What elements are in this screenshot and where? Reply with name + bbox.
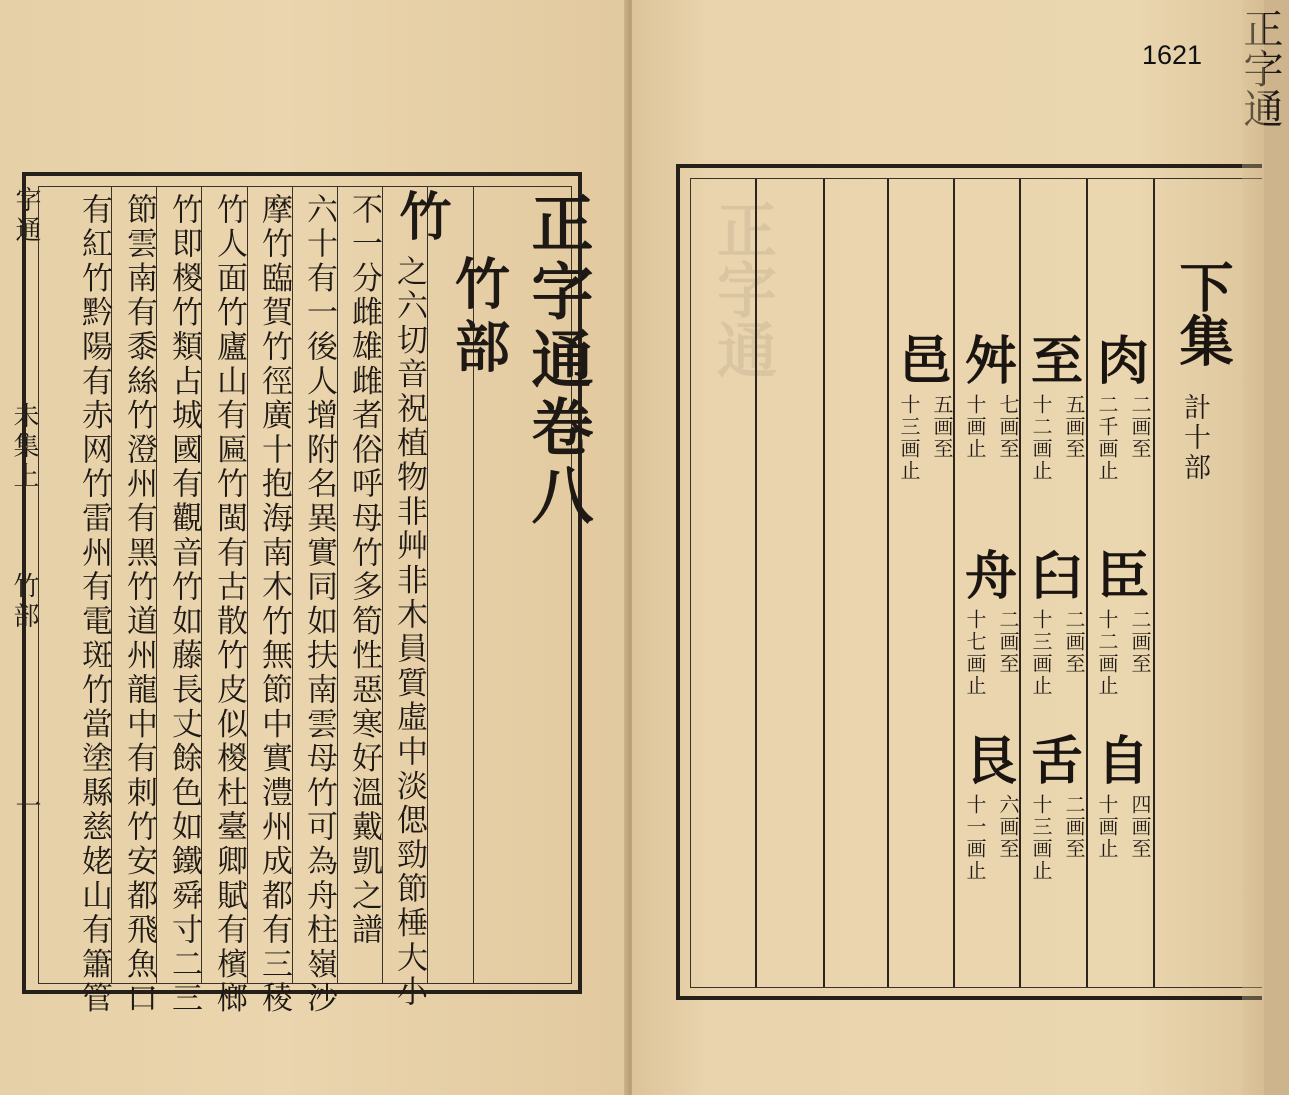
radical-character: 邑 (898, 331, 951, 392)
radical-character: 至 (1030, 331, 1083, 392)
right-table-frame (676, 164, 1262, 1000)
range-start: 二画至 (1128, 609, 1152, 675)
radical-character: 舛 (964, 331, 1017, 392)
spine-section: 竹部 (9, 572, 39, 632)
set-count: 計十部 (1179, 393, 1210, 483)
range-start: 二画至 (1128, 394, 1152, 460)
range-start: 二画至 (1062, 794, 1086, 860)
range-end: 十一画止 (963, 794, 987, 882)
radical-entry (961, 546, 1021, 697)
radical-character: 舌 (1030, 731, 1083, 792)
range-end: 十三画止 (897, 394, 921, 482)
book-title: 正字通卷八 (521, 191, 594, 531)
range-start: 六画至 (996, 794, 1020, 860)
range-start: 五画至 (930, 394, 954, 460)
radical-entry (1093, 731, 1153, 860)
range-start: 二画至 (996, 609, 1020, 675)
radical-character: 臼 (1030, 546, 1083, 607)
radical-character: 肉 (1096, 331, 1149, 392)
left-page (0, 0, 628, 1095)
page-number: 1621 (1142, 40, 1203, 70)
range-end: 十画止 (1095, 794, 1119, 860)
text-column-6: 竹即椶竹類占城國有觀音竹如藤長丈餘色如鐵舜寸二三 (166, 193, 202, 1017)
range-end: 十二画止 (1029, 394, 1053, 482)
text-column-7: 節雲南有黍絲竹澄州有黑竹道州龍中有刺竹安都飛魚口 (121, 193, 157, 1017)
radical-character: 舟 (964, 546, 1017, 607)
page-edge (1242, 0, 1264, 1095)
text-column-2: 不一分雌雄雌者俗呼母竹多筍性惡寒好溫戴凱之譜 (346, 193, 382, 948)
text-column-1: 之六切音祝植物非艸非木員質虛中淡偲勁節棰大小 (391, 255, 427, 1010)
left-text-frame (22, 172, 594, 1017)
radical-entry (895, 331, 955, 482)
range-end: 十二画止 (1095, 609, 1119, 697)
range-start: 七画至 (996, 394, 1020, 460)
text-column-5: 竹人面竹廬山有匾竹閩有古散竹皮似椶杜臺卿賦有檳榔 (211, 193, 247, 1017)
text-column-4: 摩竹臨賀竹徑廣十抱海南木竹無節中實澧州成都有三稜 (256, 193, 292, 1017)
set-title: 下集 (1171, 259, 1235, 367)
head-character: 竹 (390, 189, 451, 241)
radical-entry (961, 331, 1021, 460)
right-spine-title: 正字通 (1237, 8, 1283, 128)
text-column-8: 有紅竹黔陽有赤网竹雷州有電斑竹當塗縣慈姥山有簫管 (76, 193, 112, 1017)
range-end: 十三画止 (1029, 794, 1053, 882)
range-start: 四画至 (1128, 794, 1152, 860)
range-end: 十七画止 (963, 609, 987, 697)
range-end: 十画止 (963, 394, 987, 460)
bleed-through-mark: 正字通 (707, 199, 777, 379)
radical-entry (1027, 331, 1087, 482)
radical-entry (1093, 546, 1153, 697)
radical-entry (1027, 731, 1087, 882)
radical-entry (961, 731, 1021, 882)
radical-entry (1093, 331, 1153, 482)
radical-character: 自 (1096, 731, 1149, 792)
range-start: 二画至 (1062, 609, 1086, 675)
spine-volume: 未集上 (9, 402, 39, 492)
spine-title: 字通 (11, 186, 41, 246)
range-end: 二千画止 (1095, 394, 1119, 482)
range-end: 十三画止 (1029, 609, 1053, 697)
radical-entry (1027, 546, 1087, 697)
radical-character: 臣 (1096, 546, 1149, 607)
radical-character: 艮 (964, 731, 1017, 792)
radical-section-title: 竹部 (446, 255, 511, 381)
range-start: 五画至 (1062, 394, 1086, 460)
spine-leaf-number: 一 (11, 792, 41, 822)
text-column-3: 六十有一後人增附名異實同如扶南雲母竹可為舟柱嶺沙 (301, 193, 337, 1017)
